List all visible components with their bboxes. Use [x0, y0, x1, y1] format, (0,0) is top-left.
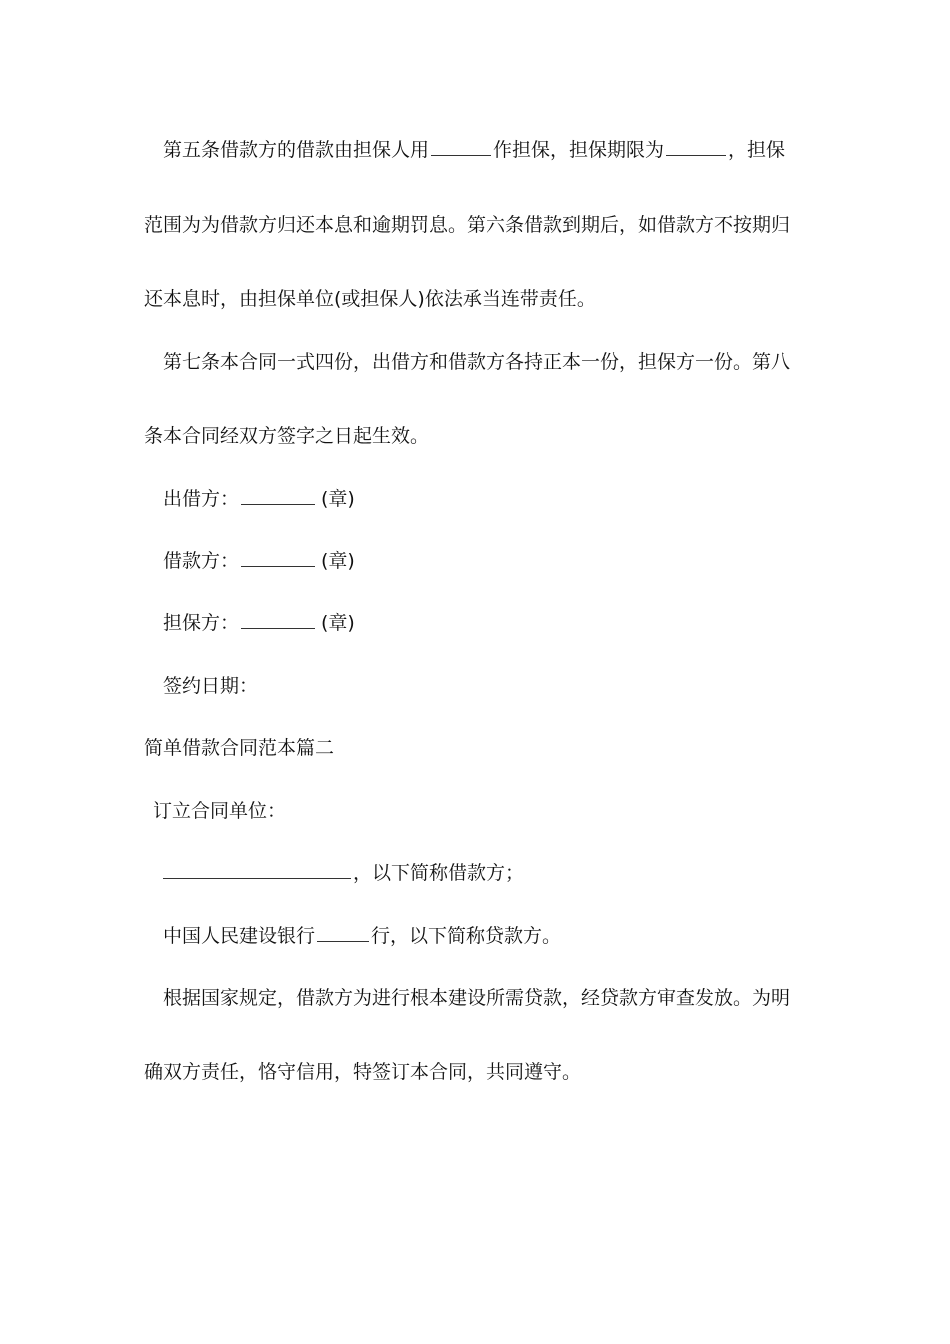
clause-5-line-1 — [163, 137, 785, 163]
stamp-label: (章) — [321, 488, 355, 510]
guarantee-period-blank — [666, 137, 726, 156]
signature-guarantor — [163, 610, 355, 636]
signature-borrower — [163, 548, 355, 574]
clause-5-line-2: 范围为为借款方归还本息和逾期罚息。第六条借款到期后，如借款方不按期归 — [144, 214, 791, 236]
party-bank-prefix: 中国人民建设银行 — [163, 925, 316, 947]
clause-6-line-2: 还本息时，由担保单位(或担保人)依法承当连带责任。 — [144, 288, 596, 310]
signature-guarantor-blank — [241, 610, 315, 629]
signature-lender-blank — [241, 486, 315, 505]
clause-7-line-1: 第七条本合同一式四份，出借方和借款方各持正本一份，担保方一份。第八 — [163, 351, 791, 373]
signature-borrower-label: 借款方： — [163, 550, 240, 572]
signature-lender-label: 出借方： — [163, 488, 240, 510]
guarantee-item-blank — [431, 137, 491, 156]
bank-branch-blank — [317, 923, 369, 942]
basis-line-2: 确双方责任，恪守信用，特签订本合同，共同遵守。 — [144, 1061, 582, 1083]
signature-lender — [163, 486, 355, 512]
party-bank-suffix: 行，以下简称贷款方。 — [371, 925, 562, 947]
stamp-label: (章) — [321, 612, 355, 634]
basis-line-1: 根据国家规定，借款方为进行根本建设所需贷款，经贷款方审查发放。为明 — [163, 987, 791, 1009]
borrower-name-blank — [163, 860, 351, 879]
signing-date-label: 签约日期： — [163, 675, 259, 697]
party-borrower-line — [163, 860, 524, 886]
signature-guarantor-label: 担保方： — [163, 612, 240, 634]
section-title: 简单借款合同范本篇二 — [144, 737, 335, 759]
clause-8-line: 条本合同经双方签字之日起生效。 — [144, 425, 430, 447]
party-bank-line — [163, 923, 561, 949]
clause-5-text-c: ，担保 — [728, 139, 786, 161]
clause-5-text-a: 第五条借款方的借款由担保人用 — [163, 139, 430, 161]
stamp-label: (章) — [321, 550, 355, 572]
parties-label: 订立合同单位： — [153, 800, 287, 822]
clause-5-text-b: 作担保，担保期限为 — [493, 139, 665, 161]
party-borrower-text: ，以下简称借款方； — [353, 862, 525, 884]
signature-borrower-blank — [241, 548, 315, 567]
